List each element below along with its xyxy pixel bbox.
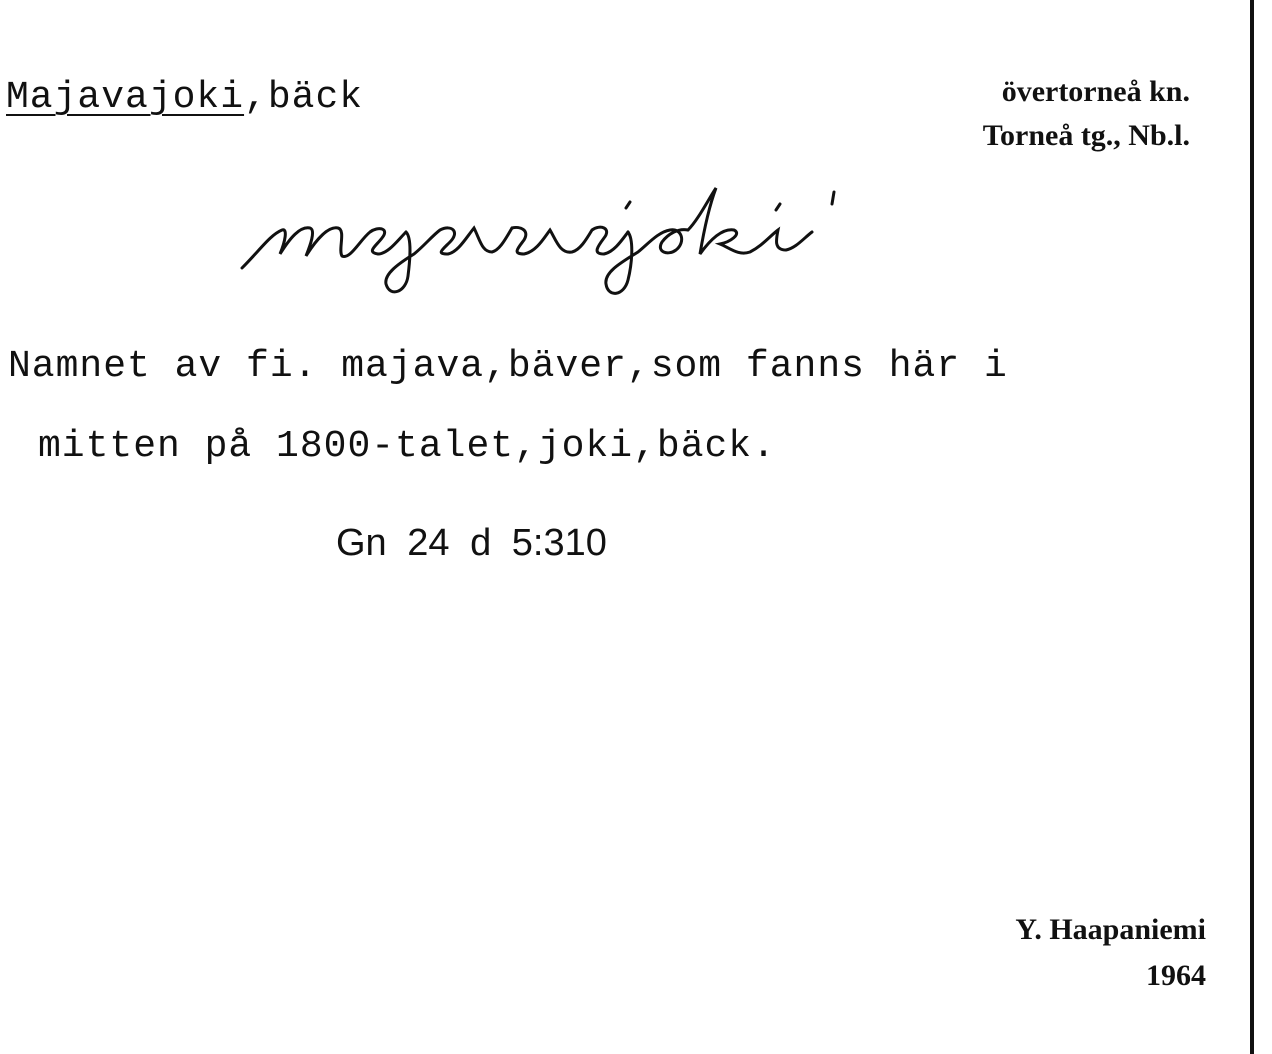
handwritten-form xyxy=(230,180,870,300)
location-block xyxy=(983,70,1190,158)
municipality: övertorneå kn. xyxy=(1001,75,1190,108)
description-line-1: Namnet av fi. majava,bäver,som fanns här i xyxy=(8,345,1008,388)
description-line-2: mitten på 1800-talet,joki,bäck. xyxy=(38,425,776,468)
card-edge-line xyxy=(1250,0,1254,1054)
source-reference: Gn 24 d 5:310 xyxy=(336,522,607,564)
headword-suffix: ,bäck xyxy=(244,76,364,119)
headword: Majavajoki xyxy=(6,76,245,119)
author-name: Y. Haapaniemi xyxy=(1015,913,1206,946)
handwriting-signature xyxy=(230,180,870,300)
card-year: 1964 xyxy=(1146,959,1206,992)
signature-block xyxy=(1015,907,1206,999)
headword-line xyxy=(6,76,363,119)
parish-county: Torneå tg., Nb.l. xyxy=(982,119,1190,152)
